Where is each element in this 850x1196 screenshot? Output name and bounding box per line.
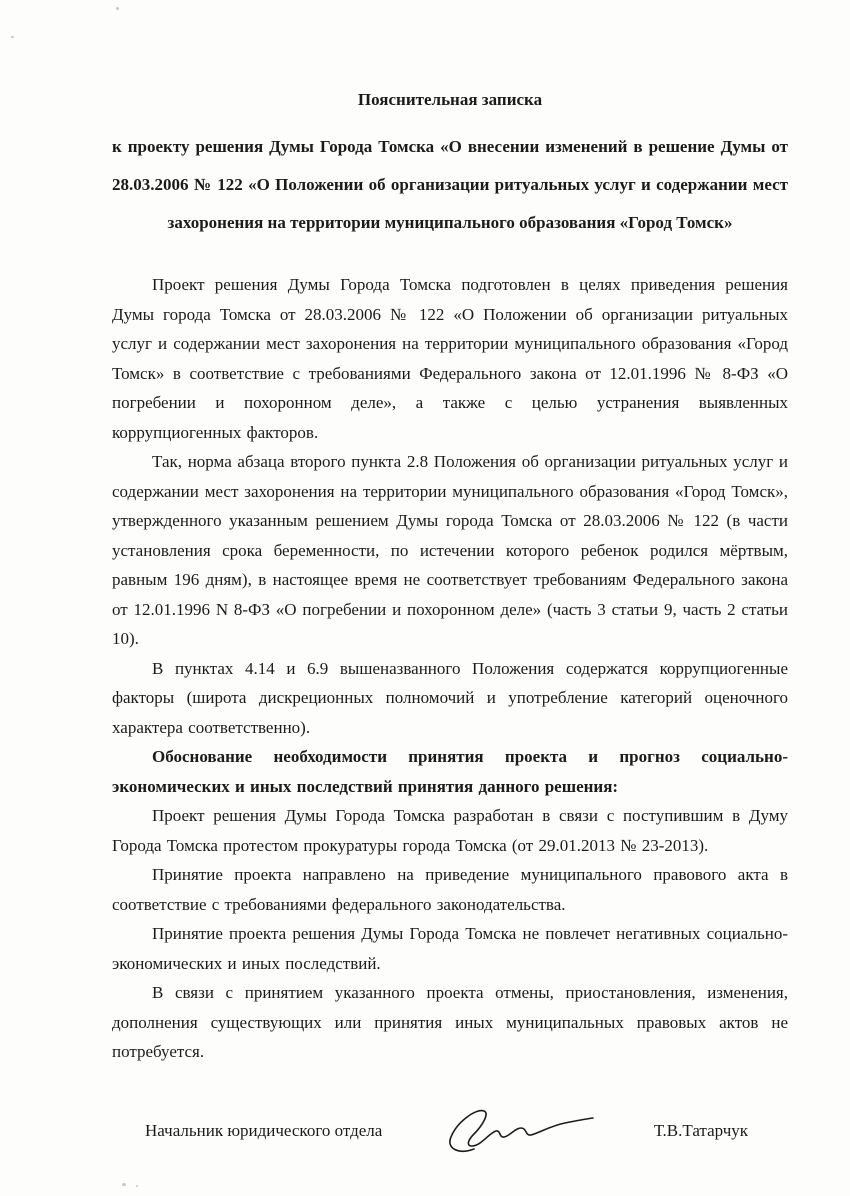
handwritten-signature: [382, 1103, 654, 1159]
body-paragraph: Проект решения Думы Города Томска подготовлен в целях приведения решения Думы города Томска от 28.03.2006 № 122 «О Положении об организации ритуальных услуг и содержании мест захоронения на территории муниципального образования «Город Томск» в соответствие с требованиями Федерального закона от 12.01.1996 № 8-ФЗ «О погребении и похоронном деле», а также с целью устранения выявленных коррупциогенных факторов.: [112, 275, 788, 442]
signatory-position: Начальник юридического отдела: [145, 1120, 383, 1140]
scan-artifact: [122, 1183, 126, 1186]
document-content: [112, 88, 788, 1159]
document-title: Пояснительная записка: [357, 90, 543, 109]
document-subtitle: к проекту решения Думы Города Томска «О внесении изменений в решение Думы от 28.03.2006 № 122 «О Положении об организации ритуальных услуг и содержании мест захоронения на территории муниципального образования «Город Томск»: [112, 137, 788, 232]
body-paragraph: В связи с принятием указанного проекта отмены, приостановления, изменения, дополнения существующих или принятия иных муниципальных правовых актов не потребуется.: [112, 983, 788, 1061]
scan-artifact: [116, 7, 119, 10]
body-paragraph: Принятие проекта направлено на приведение муниципального правового акта в соответствие с требованиями федерального законодательства.: [112, 865, 788, 914]
scan-artifact: [136, 1185, 138, 1187]
body-paragraph: В пунктах 4.14 и 6.9 вышеназванного Положения содержатся коррупциогенные факторы (широта дискреционных полномочий и употребление категорий оценочного характера соответственно).: [112, 658, 788, 737]
body-paragraph: Проект решения Думы Города Томска разработан в связи с поступившим в Думу Города Томска протестом прокуратуры города Томска (от 29.01.2013 № 23-2013).: [112, 806, 788, 855]
signature-block: [112, 1103, 788, 1159]
body-paragraph: Принятие проекта решения Думы Города Томска не повлечет негативных социально-экономических и иных последствий.: [112, 924, 788, 973]
section-heading: Обоснование необходимости принятия проекта и прогноз социально-экономических и иных последствий принятия данного решения:: [112, 747, 788, 796]
signatory-name: Т.В.Татарчук: [653, 1120, 748, 1140]
body-paragraph: Так, норма абзаца второго пункта 2.8 Положения об организации ритуальных услуг и содержании мест захоронения на территории муниципального образования «Город Томск», утвержденного указанным решением Думы города Томска от 28.03.2006 № 122 (в части установления срока беременности, по истечении которого ребенок родился мёртвым, равным 196 дням), в настоящее время не соответствует требованиям Федерального закона от 12.01.1996 N 8-ФЗ «О погребении и похоронном деле» (часть 3 статьи 9, часть 2 статьи 10).: [112, 452, 788, 648]
scan-artifact: [11, 36, 14, 38]
